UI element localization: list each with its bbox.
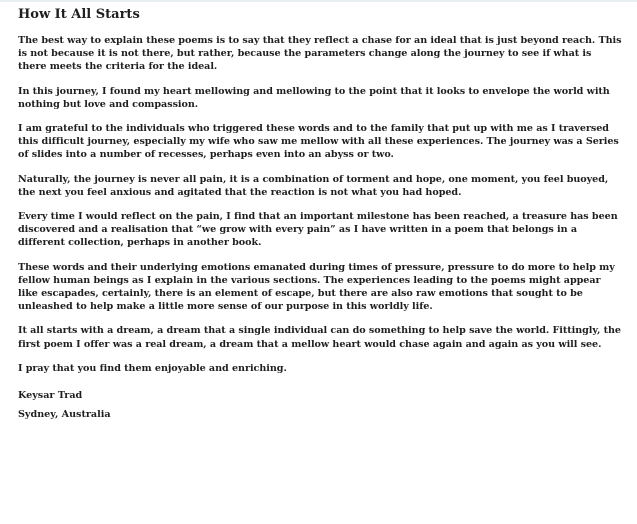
paragraph-4: Naturally, the journey is never all pain, it is a combination of torment and hope, one moment, you feel buoyed, the next you feel anxious and agitated that the reaction is not what you had hoped. (18, 173, 609, 198)
paragraph-2: In this journey, I found my heart mellowing and mellowing to the point that it looks to envelope the world with nothing but love and compassion. (18, 85, 610, 110)
paragraph-5: Every time I would reflect on the pain, I find that an important milestone has been reached, a treasure has been discovered and a realisation that “we grow with every pain” as I have written in a poem that belongs in a different collection, perhaps in another book. (18, 211, 618, 249)
paragraph-8: I pray that you find them enjoyable and enriching. (18, 362, 287, 374)
paragraph-1: The best way to explain these poems is to say that they reflect a chase for an ideal that is just beyond reach. This is not because it is not there, but rather, because the parameters change along the journey to see if what is there meets the criteria for the ideal. (18, 35, 622, 73)
signature-name: Keysar Trad (18, 390, 83, 402)
paragraph-6: These words and their underlying emotions emanated during times of pressure, pressure to do more to help my fellow human beings as I explain in the various sections. The experiences leading to the poems might appear like escapades, certainly, there is an element of escape, but there are also raw emotions that sought to be unleashed to help make a little more sense of our purpose in this worldly life. (18, 261, 615, 313)
signature-location: Sydney, Australia (18, 409, 111, 421)
document-title: How It All Starts (18, 7, 140, 22)
paragraph-7: It all starts with a dream, a dream that a single individual can do something to help save the world. Fittingly, the first poem I offer was a real dream, a dream that a mellow heart would chase again and again as you will see. (18, 325, 621, 350)
paragraph-3: I am grateful to the individuals who triggered these words and to the family that put up with me as I traversed this difficult journey, especially my wife who saw me mellow with all these experiences. The journey was a Series of slides into a number of recesses, perhaps even into an abyss or two. (18, 123, 619, 161)
